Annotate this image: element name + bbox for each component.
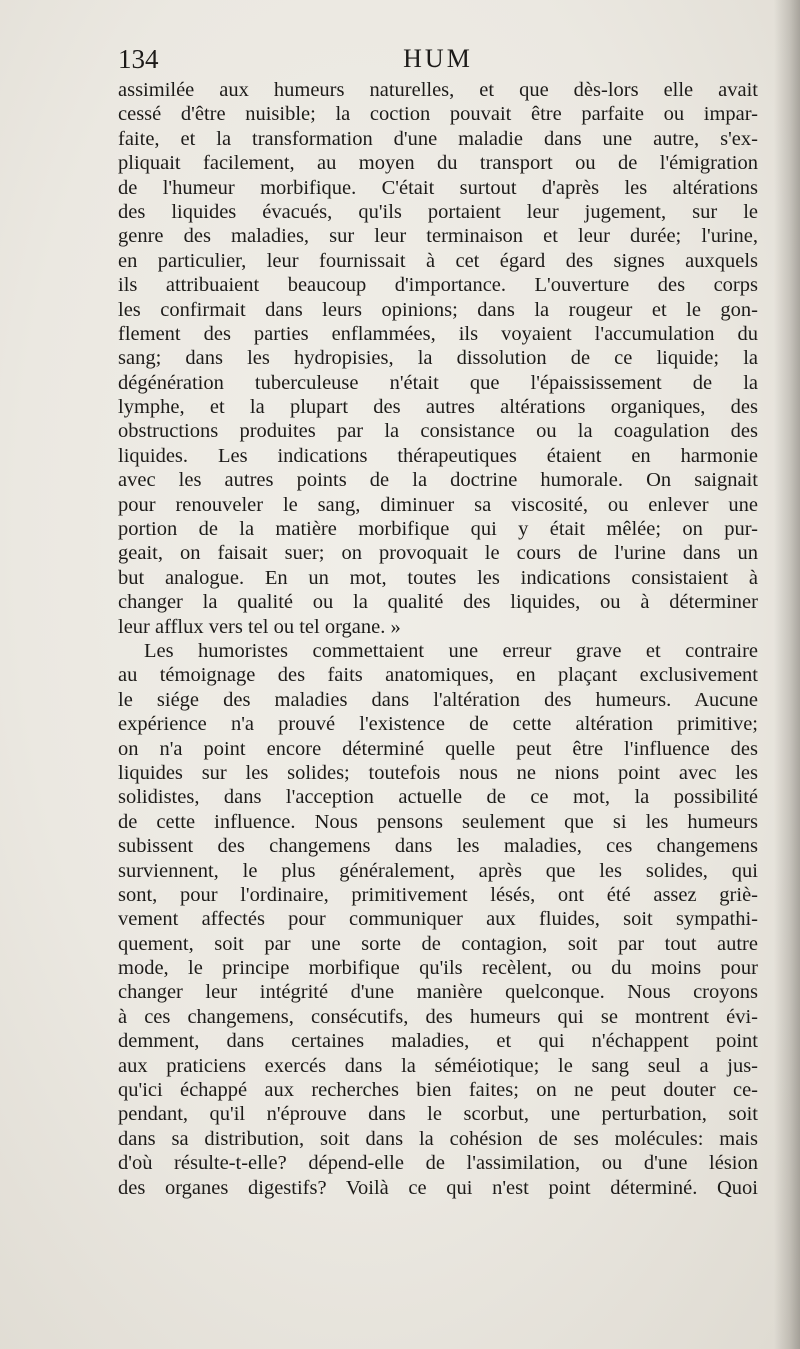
- text-line: vement affectés pour communiquer aux fluides, soit sympathi-: [118, 908, 758, 931]
- text-line: pendant, qu'il n'éprouve dans le scorbut, une perturbation, soit: [118, 1103, 758, 1126]
- text-line: surviennent, le plus généralement, après que les solides, qui: [118, 859, 758, 882]
- text-line: on n'a point encore déterminé quelle peut être l'influence des: [118, 737, 758, 760]
- text-line: dégénération tuberculeuse n'était que l'épaississement de la: [118, 371, 758, 394]
- text-line: changer leur intégrité d'une manière quelconque. Nous croyons: [118, 981, 758, 1004]
- text-line: pliquait facilement, au moyen du transport ou de l'émigration: [118, 152, 758, 175]
- text-line: portion de la matière morbifique qui y était mêlée; on pur-: [118, 518, 758, 541]
- text-line: liquides. Les indications thérapeutiques étaient en harmonie: [118, 444, 758, 467]
- text-line: changer la qualité ou la qualité des liquides, ou à déterminer: [118, 591, 758, 614]
- page-number: 134: [118, 44, 159, 74]
- paragraph-start-line: Les humoristes commettaient une erreur grave et contraire: [144, 639, 758, 662]
- text-line: sang; dans les hydropisies, la dissolution de ce liquide; la: [118, 347, 758, 370]
- text-line: ils attribuaient beaucoup d'importance. L'ouverture des corps: [118, 274, 758, 297]
- paragraph-end-line: leur afflux vers tel ou tel organe. »: [118, 615, 401, 638]
- text-line: à ces changemens, consécutifs, des humeurs qui se montrent évi-: [118, 1005, 758, 1028]
- text-line: mode, le principe morbifique qu'ils recèlent, ou du moins pour: [118, 957, 758, 980]
- text-line: genre des maladies, sur leur terminaison et leur durée; l'urine,: [118, 225, 758, 248]
- text-line: subissent des changemens dans les maladies, ces changemens: [118, 835, 758, 858]
- text-line: geait, on faisait suer; on provoquait le cours de l'urine dans un: [118, 542, 758, 565]
- text-line: obstructions produites par la consistance ou la coagulation des: [118, 420, 758, 443]
- text-line: but analogue. En un mot, toutes les indications consistaient à: [118, 566, 758, 589]
- text-line: faite, et la transformation d'une maladie dans une autre, s'ex-: [118, 127, 758, 150]
- text-line: aux praticiens exercés dans la séméiotique; le sang seul a jus-: [118, 1054, 758, 1077]
- text-line: cessé d'être nuisible; la coction pouvait être parfaite ou impar-: [118, 103, 758, 126]
- text-line: des liquides évacués, qu'ils portaient leur jugement, sur le: [118, 200, 758, 223]
- text-line: en particulier, leur fournissait à cet égard des signes auxquels: [118, 249, 758, 272]
- text-line: au témoignage des faits anatomiques, en plaçant exclusivement: [118, 664, 758, 687]
- text-line: des organes digestifs? Voilà ce qui n'est point déterminé. Quoi: [118, 1176, 758, 1199]
- text-line: expérience n'a prouvé l'existence de cette altération primitive;: [118, 713, 758, 736]
- binding-shadow: [774, 0, 800, 1349]
- text-line: quement, soit par une sorte de contagion, soit par tout autre: [118, 932, 758, 955]
- body-text: [118, 78, 758, 1200]
- text-line: le siége des maladies dans l'altération des humeurs. Aucune: [118, 688, 758, 711]
- text-line: d'où résulte-t-elle? dépend-elle de l'assimilation, ou d'une lésion: [118, 1152, 758, 1175]
- text-line: de l'humeur morbifique. C'était surtout d'après les altérations: [118, 176, 758, 199]
- text-line: pour renouveler le sang, diminuer sa viscosité, ou enlever une: [118, 493, 758, 516]
- text-line: dans sa distribution, soit dans la cohésion de ses molécules: mais: [118, 1127, 758, 1150]
- running-head: HUM: [403, 44, 473, 73]
- text-line: de cette influence. Nous pensons seulement que si les humeurs: [118, 810, 758, 833]
- text-line: assimilée aux humeurs naturelles, et que dès-lors elle avait: [118, 79, 758, 101]
- text-line: demment, dans certaines maladies, et qui n'échappent point: [118, 1030, 758, 1053]
- text-line: liquides sur les solides; toutefois nous ne nions point avec les: [118, 761, 758, 784]
- text-line: avec les autres points de la doctrine humorale. On saignait: [118, 469, 758, 492]
- page-header: [118, 42, 758, 76]
- text-line: qu'ici échappé aux recherches bien faites; on ne peut douter ce-: [118, 1079, 758, 1102]
- text-line: sont, pour l'ordinaire, primitivement lésés, ont été assez griè-: [118, 883, 758, 906]
- text-line: flement des parties enflammées, ils voyaient l'accumulation du: [118, 322, 758, 345]
- text-line: lymphe, et la plupart des autres altérations organiques, des: [118, 396, 758, 419]
- text-line: solidistes, dans l'acception actuelle de ce mot, la possibilité: [118, 786, 758, 809]
- text-line: les confirmait dans leurs opinions; dans la rougeur et le gon-: [118, 298, 758, 321]
